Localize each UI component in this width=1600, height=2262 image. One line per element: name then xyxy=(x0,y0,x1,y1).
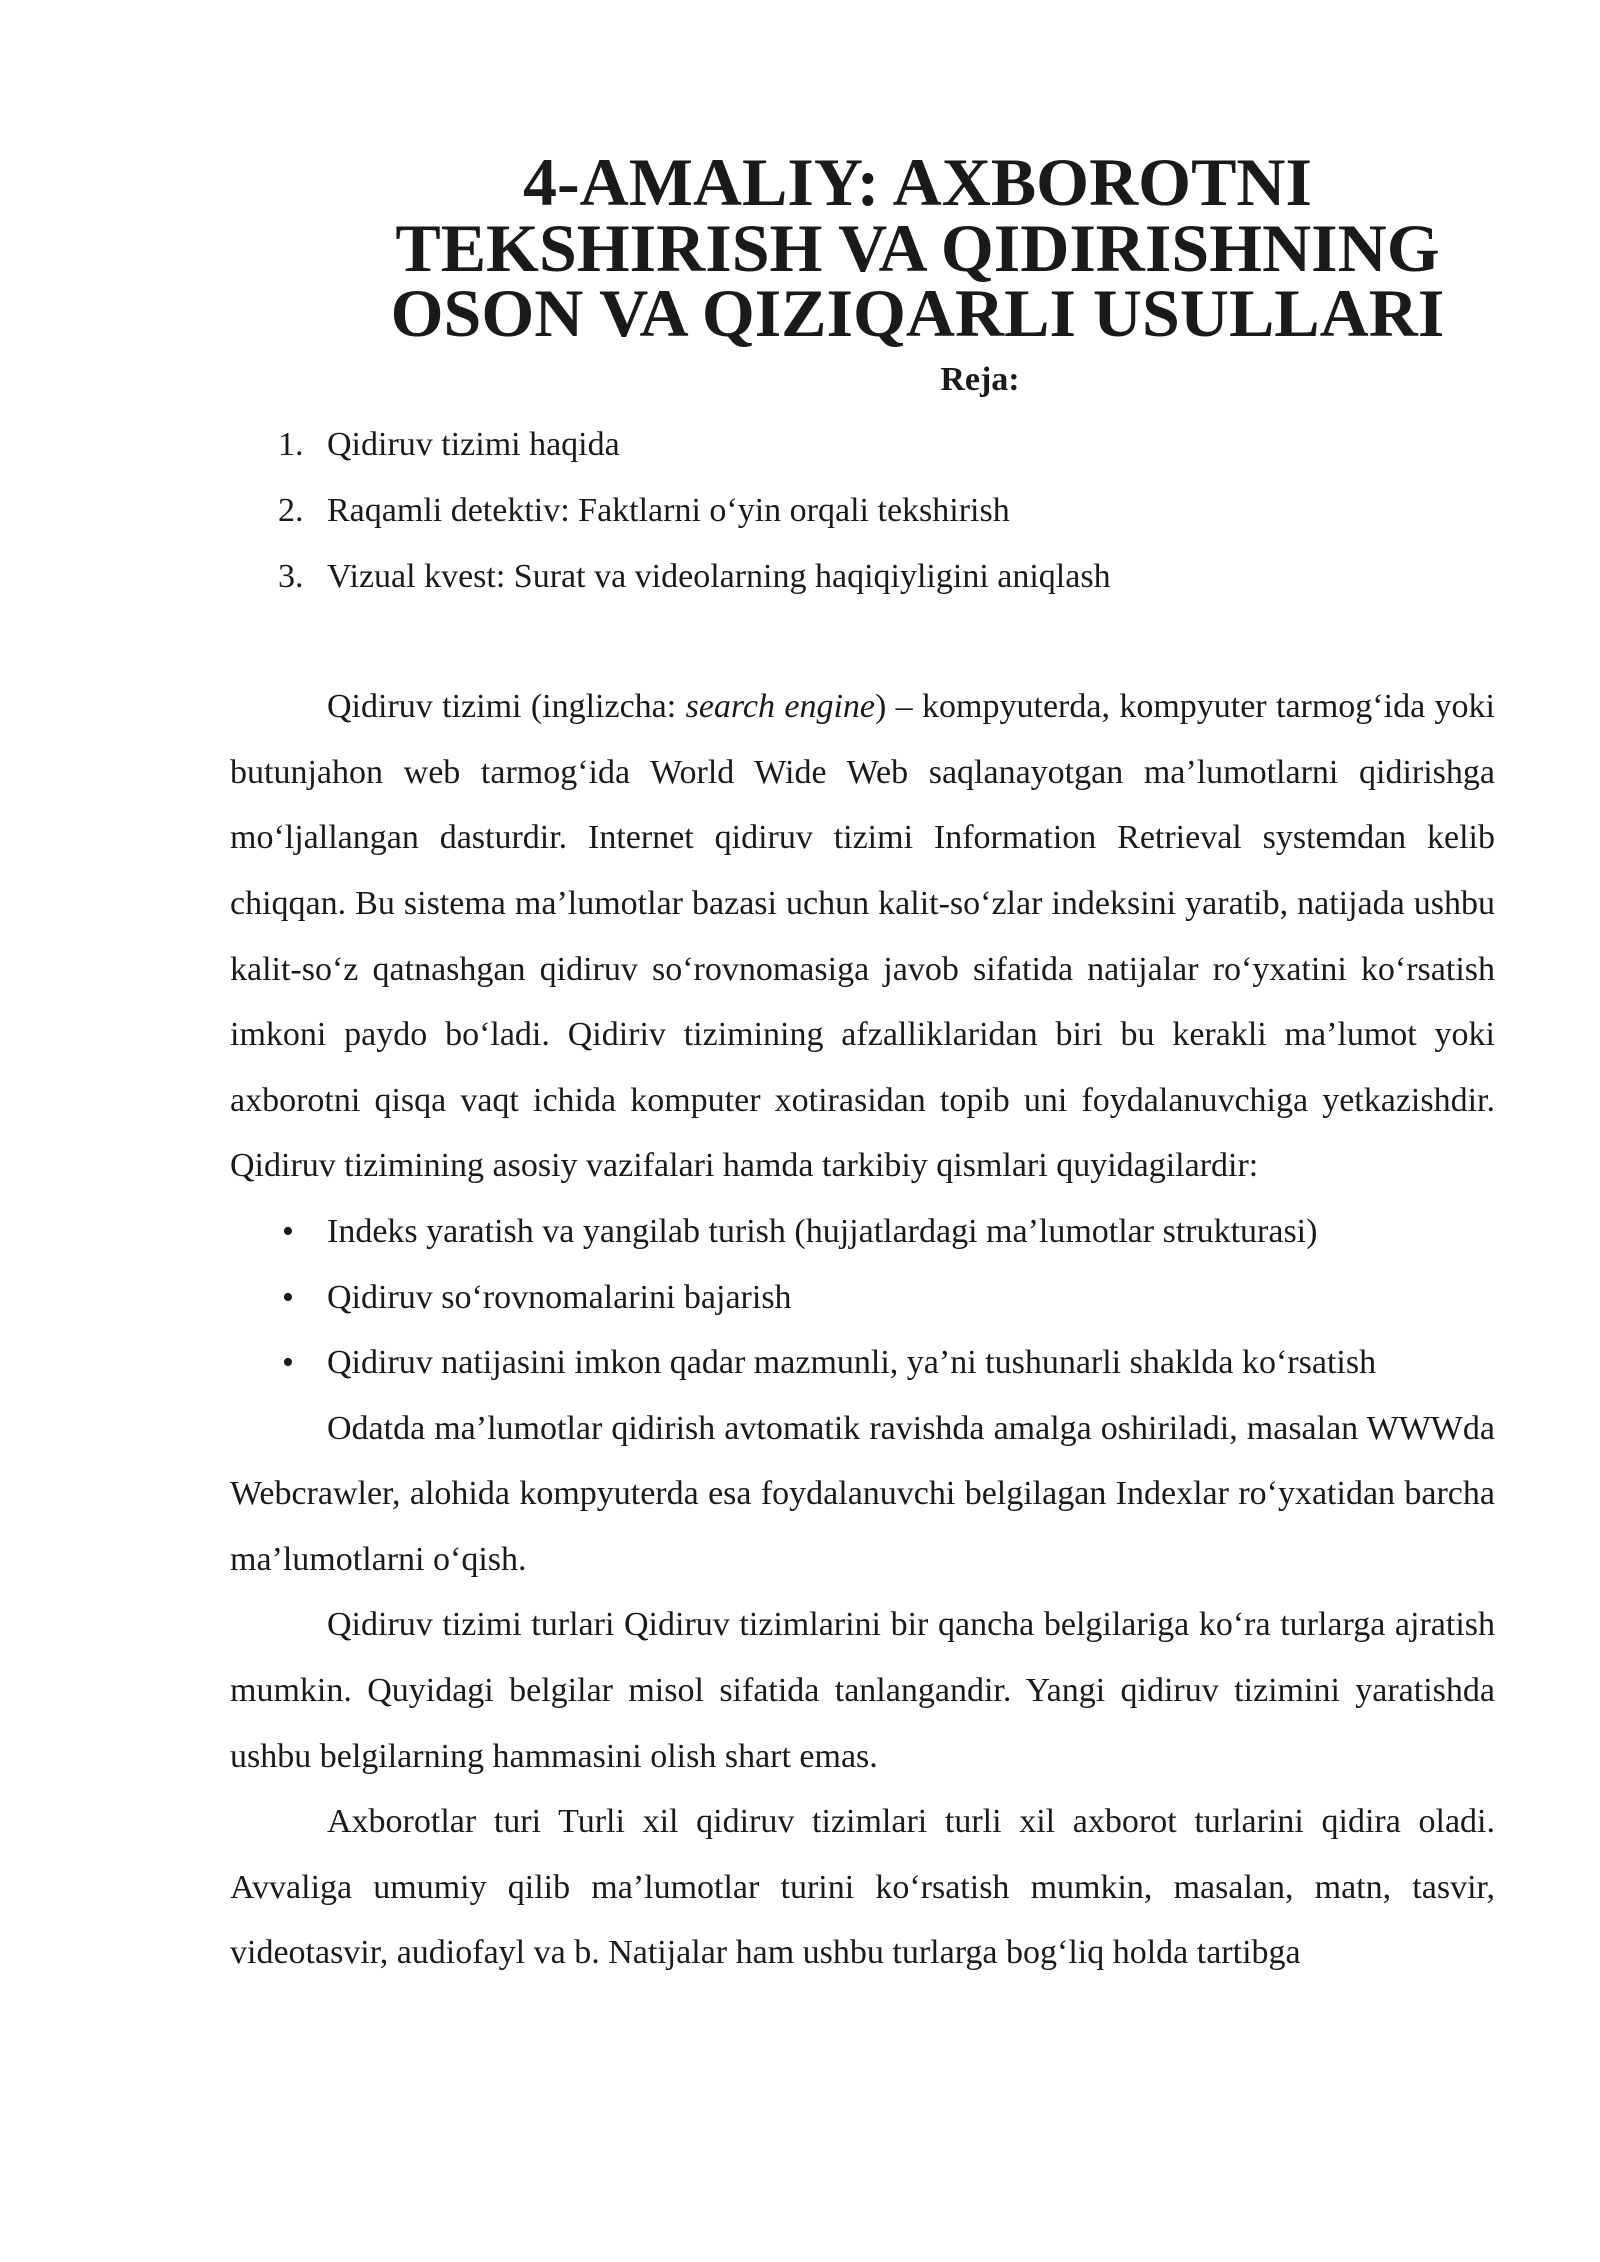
task-text: Indeks yaratish va yangilab turish (hujjatlardagi ma’lumotlar strukturasi) xyxy=(327,1212,1318,1250)
bullet-icon: • xyxy=(282,1212,294,1250)
body-paragraph: Qidiruv tizimi turlari Qidiruv tizimlarini bir qancha belgilariga ko‘ra turlarga ajratish mumkin. Quyidagi belgilar misol sifatida tanlangandir. Yangi qidiruv tizimini yaratishda ushbu belgilarning hammasini olish shart emas. xyxy=(230,1606,1495,1775)
task-item xyxy=(230,1199,1495,1265)
intro-paragraph xyxy=(230,674,1495,1199)
plan-item-text: Qidiruv tizimi haqida xyxy=(327,426,620,464)
task-text: Qidiruv so‘rovnomalarini bajarish xyxy=(327,1278,792,1316)
bullet-icon: • xyxy=(282,1278,294,1316)
task-item xyxy=(230,1330,1495,1396)
plan-item-number: 3. xyxy=(278,557,304,595)
intro-text-rest: ) – kompyuterda, kompyuter tarmog‘ida yoki butunjahon web tarmog‘ida World Wide Web saqlanayotgan ma’lumotlarni qidirishga mo‘ljallangan dasturdir. Internet qidiruv tizimi Information Retrieval systemdan kelib chiqqan. Bu sistema ma’lumotlar bazasi uchun kalit-so‘zlar indeksini yaratib, natijada ushbu kalit-so‘z qatnashgan qidiruv so‘rovnomasiga javob sifatida natijalar ro‘yxatini ko‘rsatish imkoni paydo bo‘ladi. Qidiriv tizimining afzalliklaridan biri bu kerakli ma’lumot yoki axborotni qisqa vaqt ichida komputer xotirasidan topib uni foydalanuvchiga yetkazishdir. Qidiruv tizimining asosiy vazifalari hamda tarkibiy qismlari quyidagilardir: xyxy=(230,688,1495,1185)
intro-term: search engine xyxy=(685,688,875,726)
plan-heading: Reja: xyxy=(940,360,1020,398)
intro-text-start: Qidiruv tizimi (inglizcha: xyxy=(327,688,686,726)
plan-item xyxy=(230,544,1495,610)
body-paragraph: Odatda ma’lumotlar qidirish avtomatik ravishda amalga oshiriladi, masalan WWWda Webcrawler, alohida kompyuterda esa foydalanuvchi belgilagan Indexlar ro‘yxatidan barcha ma’lumotlarni o‘qish. xyxy=(230,1409,1495,1578)
document-content xyxy=(230,144,1495,1986)
plan-item-text: Raqamli detektiv: Faktlarni o‘yin orqali tekshirish xyxy=(327,491,1010,529)
section-gap xyxy=(230,609,1495,674)
plan-item-number: 1. xyxy=(278,426,304,464)
plan-item xyxy=(230,478,1495,544)
bullet-icon: • xyxy=(282,1344,294,1382)
page-title: 4-AMALIY: AXBOROTNI TEKSHIRISH VA QIDIRISHNING OSON VA QIZIQARLI USULLARI xyxy=(390,144,1445,352)
plan-item-number: 2. xyxy=(278,491,304,529)
plan-item-text: Vizual kvest: Surat va videolarning haqiqiyligini aniqlash xyxy=(327,557,1111,595)
body-paragraph: Axborotlar turi Turli xil qidiruv tizimlari turli xil axborot turlarini qidira oladi. Avvaliga umumiy qilib ma’lumotlar turini ko‘rsatish mumkin, masalan, matn, tasvir, videotasvir, audiofayl va b. Natijalar ham ushbu turlarga bog‘liq holda tartibga xyxy=(230,1803,1495,1972)
plan-item xyxy=(230,412,1495,478)
tasks-list xyxy=(230,1199,1495,1396)
task-item xyxy=(230,1265,1495,1331)
plan-list xyxy=(230,412,1495,609)
task-text: Qidiruv natijasini imkon qadar mazmunli, ya’ni tushunarli shaklda ko‘rsatish xyxy=(327,1344,1377,1382)
